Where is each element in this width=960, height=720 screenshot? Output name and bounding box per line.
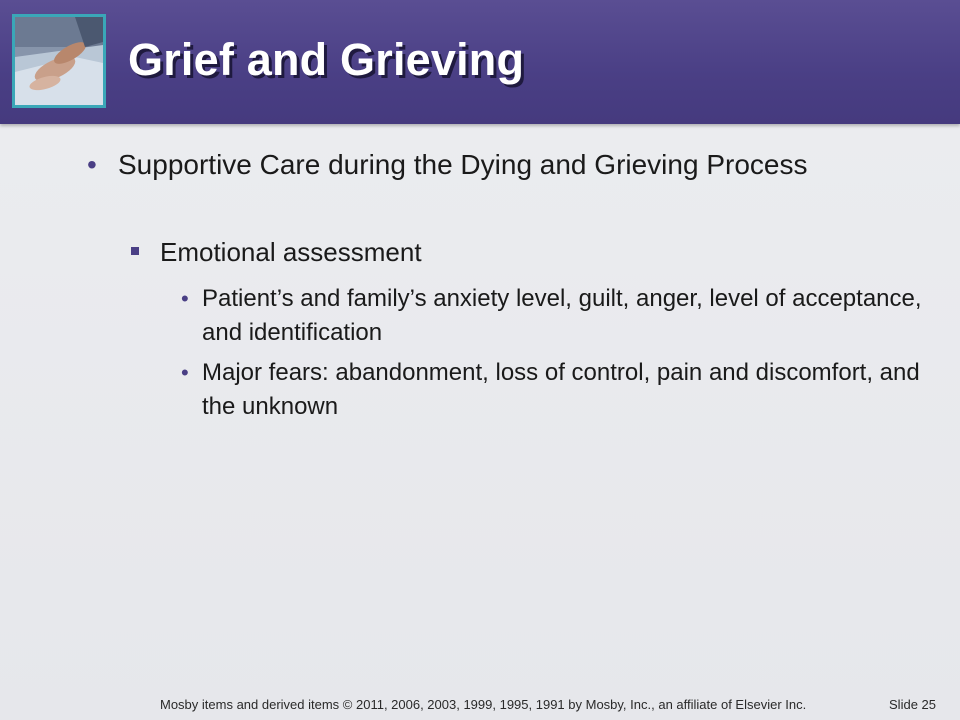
level3-bullet-icon: •: [181, 360, 189, 385]
bullet-level2-text: Emotional assessment: [160, 237, 422, 267]
bullet-level3-text: Patient’s and family’s anxiety level, guilt, anger, level of acceptance, and identification: [202, 285, 922, 346]
footer-copyright: Mosby items and derived items © 2011, 2006, 2003, 1999, 1995, 1991 by Mosby, Inc., an affiliate of Elsevier Inc.: [160, 697, 807, 712]
slide-number: Slide 25: [889, 697, 936, 712]
bullet-level1-text: Supportive Care during the Dying and Grieving Process: [118, 149, 808, 180]
level1-bullet-icon: •: [87, 149, 97, 180]
bullet-level3-text: Major fears: abandonment, loss of control, pain and discomfort, and the unknown: [202, 359, 920, 420]
caregiver-hands-photo: [12, 14, 106, 108]
level3-bullet-icon: •: [181, 286, 189, 311]
slide-title: Grief and Grieving: [128, 34, 525, 85]
hands-photo-icon: [15, 17, 103, 105]
slide-header: [0, 0, 960, 124]
level2-square-bullet-icon: [131, 247, 139, 255]
